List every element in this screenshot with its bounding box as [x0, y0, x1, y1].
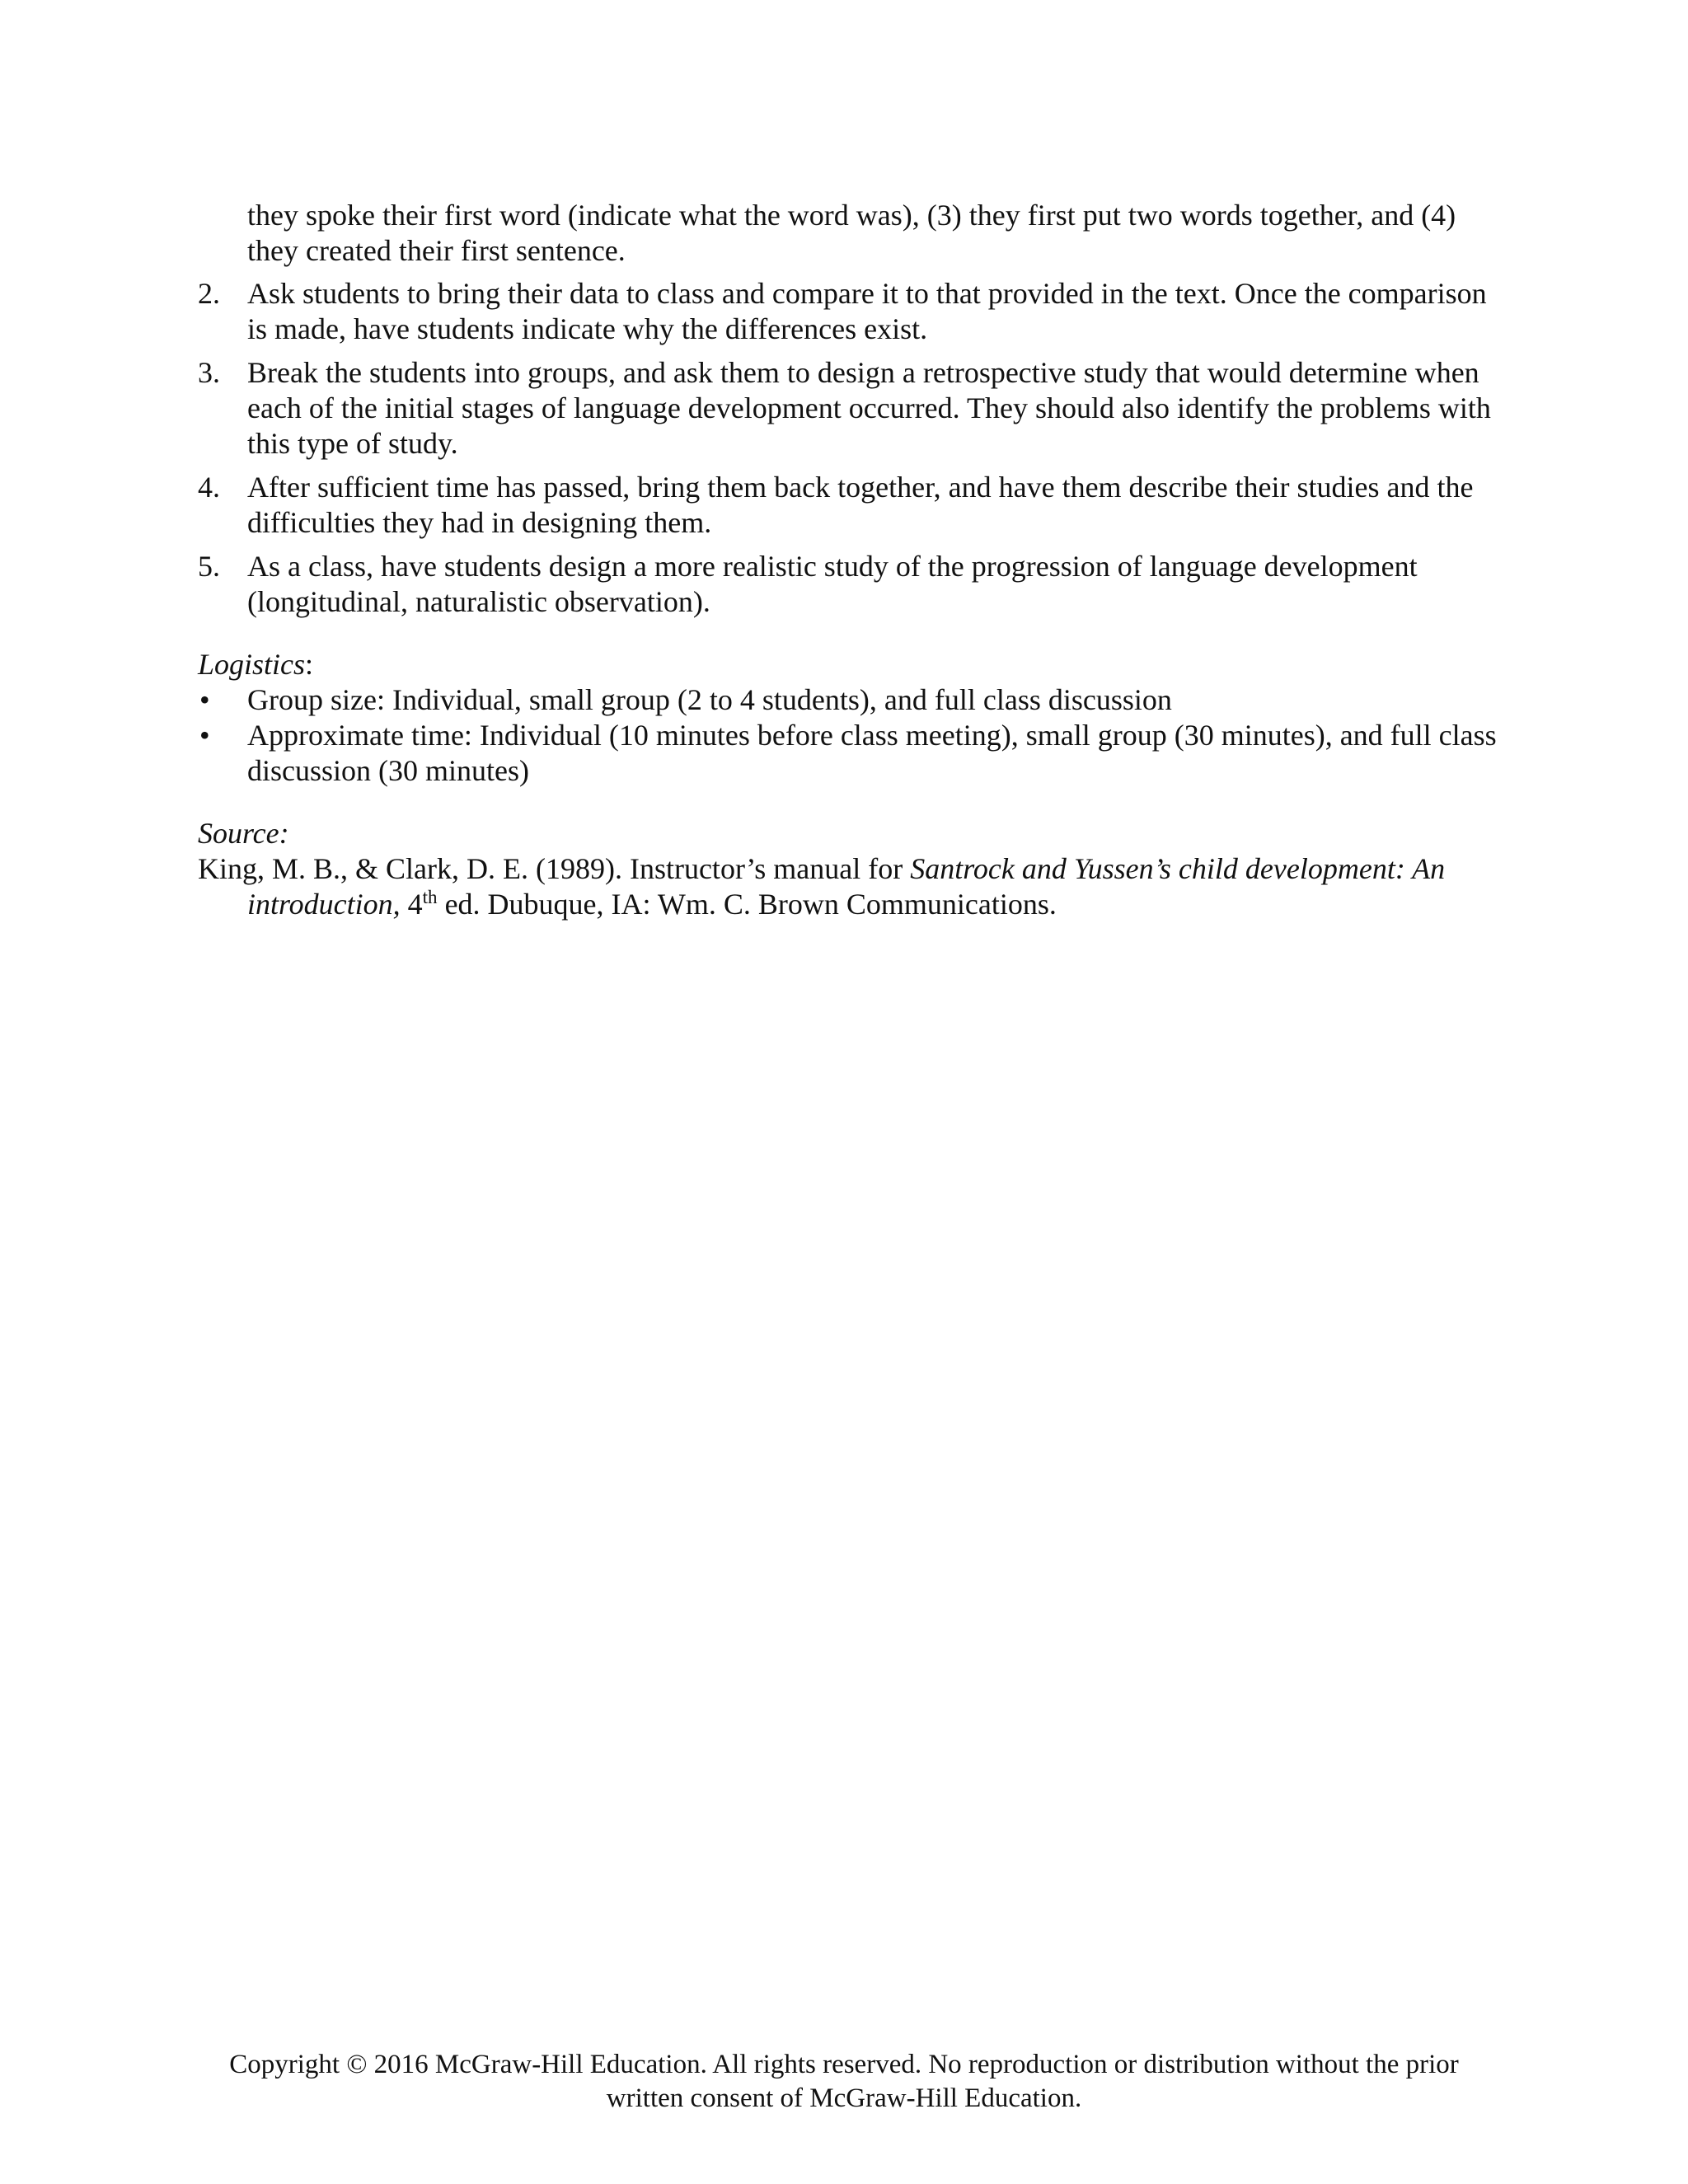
bullet-marker: •	[199, 683, 210, 716]
bullet-marker: •	[199, 719, 210, 752]
reference-edition-suffix: th	[422, 887, 438, 907]
reference-edition-number: 4	[400, 888, 423, 921]
activity-steps-list	[198, 276, 1500, 620]
source-reference	[198, 851, 1500, 922]
list-item-number: 3.	[198, 356, 220, 389]
source-heading: Source:	[198, 817, 289, 850]
copyright-line-1: Copyright © 2016 McGraw-Hill Education. All rights reserved. No reproduction or distribution without the prior	[229, 2050, 1459, 2079]
list-item-text: After sufficient time has passed, bring them back together, and have them describe their studies and the difficulties they had in designing them.	[247, 471, 1474, 539]
list-item	[198, 549, 1500, 620]
copyright-footer	[0, 2048, 1688, 2116]
reference-authors: King, M. B., & Clark, D. E. (1989). Instructor’s manual for	[198, 852, 911, 885]
page-content	[198, 198, 1500, 922]
list-item-text: Break the students into groups, and ask them to design a retrospective study that would determine when each of the initial stages of language development occurred. They should also identify the problems with this type of study.	[247, 356, 1491, 460]
reference-title: Santrock and Yussen’s child development: An introduction,	[247, 852, 1446, 921]
copyright-line-2: written consent of McGraw-Hill Education.	[606, 2083, 1082, 2113]
list-item	[198, 276, 1500, 347]
list-item-text: Group size: Individual, small group (2 to 4 students), and full class discussion	[247, 683, 1172, 716]
list-item-text: Approximate time: Individual (10 minutes before class meeting), small group (30 minutes), and full class discussion (30 minutes)	[247, 719, 1497, 787]
list-item-number: 5.	[198, 550, 220, 583]
list-item-number: 2.	[198, 277, 220, 310]
list-item-text: Ask students to bring their data to class and compare it to that provided in the text. Once the comparison is made, have students indicate why the differences exist.	[247, 277, 1487, 345]
list-item-text: As a class, have students design a more realistic study of the progression of language development (longitudinal, naturalistic observation).	[247, 550, 1418, 618]
continuation-paragraph: they spoke their first word (indicate what the word was), (3) they first put two words together, and (4) they created their first sentence.	[247, 199, 1456, 267]
logistics-heading-text: Logistics	[198, 648, 306, 681]
list-item	[198, 355, 1500, 462]
logistics-heading-colon: :	[305, 648, 314, 681]
list-item	[198, 682, 1500, 718]
list-item	[198, 718, 1500, 789]
reference-publisher: ed. Dubuque, IA: Wm. C. Brown Communications.	[437, 888, 1057, 921]
list-item	[198, 470, 1500, 541]
list-item-number: 4.	[198, 471, 220, 504]
logistics-heading	[198, 647, 1500, 682]
logistics-list	[198, 682, 1500, 789]
